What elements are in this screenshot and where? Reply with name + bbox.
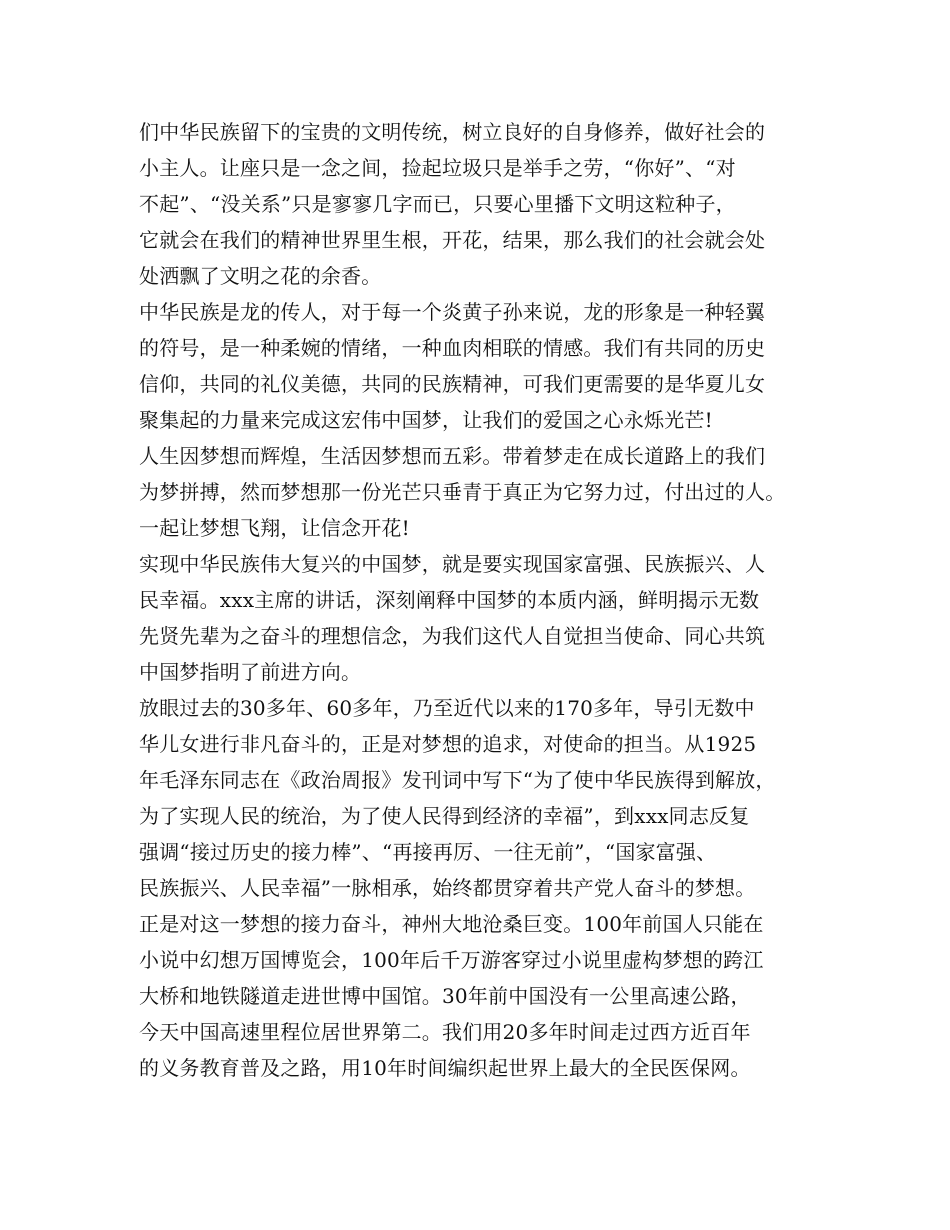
text-line: 小主人。让座只是一念之间，捡起垃圾只是举手之劳，“你好”、“对 — [139, 156, 736, 180]
text-line: 的符号，是一种柔婉的情绪，一种血肉相联的情感。我们有共同的历史 — [139, 336, 766, 360]
text-line: 处洒飘了文明之花的余香。 — [139, 264, 382, 288]
text-line: 们中华民族留下的宝贵的文明传统，树立良好的自身修养，做好社会的 — [139, 120, 766, 144]
text-line: 年毛泽东同志在《政治周报》发刊词中写下“为了使中华民族得到解放， — [139, 768, 776, 792]
text-line: 为梦拼搏，然而梦想那一份光芒只垂青于真正为它努力过，付出过的人。 — [139, 480, 786, 504]
text-line: 今天中国高速里程位居世界第二。我们用20多年时间走过西方近百年 — [139, 1020, 751, 1044]
text-line: 先贤先辈为之奋斗的理想信念，为我们这代人自觉担当使命、同心共筑 — [139, 624, 766, 648]
text-line: 中国梦指明了前进方向。 — [139, 660, 362, 684]
text-line: 放眼过去的30多年、60多年，乃至近代以来的170多年，导引无数中 — [139, 696, 755, 720]
text-line: 正是对这一梦想的接力奋斗，神州大地沧桑巨变。100年前国人只能在 — [139, 912, 764, 936]
text-line: 的义务教育普及之路，用10年时间编织起世界上最大的全民医保网。 — [139, 1056, 751, 1080]
text-line: 大桥和地铁隧道走进世博中国馆。30年前中国没有一公里高速公路， — [139, 984, 751, 1008]
text-line: 民族振兴、人民幸福”一脉相承，始终都贯穿着共产党人奋斗的梦想。 — [139, 876, 756, 900]
text-line: 中华民族是龙的传人，对于每一个炎黄子孙来说，龙的形象是一种轻翼 — [139, 300, 766, 324]
text-line: 不起”、“没关系”只是寥寥几字而已，只要心里播下文明这粒种子， — [139, 192, 736, 216]
body-text — [139, 114, 829, 1086]
text-line: 信仰，共同的礼仪美德，共同的民族精神，可我们更需要的是华夏儿女 — [139, 372, 766, 396]
text-line: 为了实现人民的统治，为了使人民得到经济的幸福”，到xxx同志反复 — [139, 804, 750, 828]
text-line: 民幸福。xxx主席的讲话，深刻阐释中国梦的本质内涵，鲜明揭示无数 — [139, 588, 760, 612]
text-line: 实现中华民族伟大复兴的中国梦，就是要实现国家富强、民族振兴、人 — [139, 552, 766, 576]
text-line: 聚集起的力量来完成这宏伟中国梦，让我们的爱国之心永烁光芒! — [139, 408, 713, 432]
text-line: 小说中幻想万国博览会，100年后千万游客穿过小说里虚构梦想的跨江 — [139, 948, 764, 972]
text-line: 它就会在我们的精神世界里生根，开花，结果，那么我们的社会就会处 — [139, 228, 766, 252]
text-line: 强调“接过历史的接力棒”、“再接再厉、一往无前”，“国家富强、 — [139, 840, 717, 864]
text-line: 一起让梦想飞翔，让信念开花! — [139, 516, 410, 540]
text-line: 华儿女进行非凡奋斗的，正是对梦想的追求，对使命的担当。从1925 — [139, 732, 757, 756]
text-line: 人生因梦想而辉煌，生活因梦想而五彩。带着梦走在成长道路上的我们 — [139, 444, 766, 468]
